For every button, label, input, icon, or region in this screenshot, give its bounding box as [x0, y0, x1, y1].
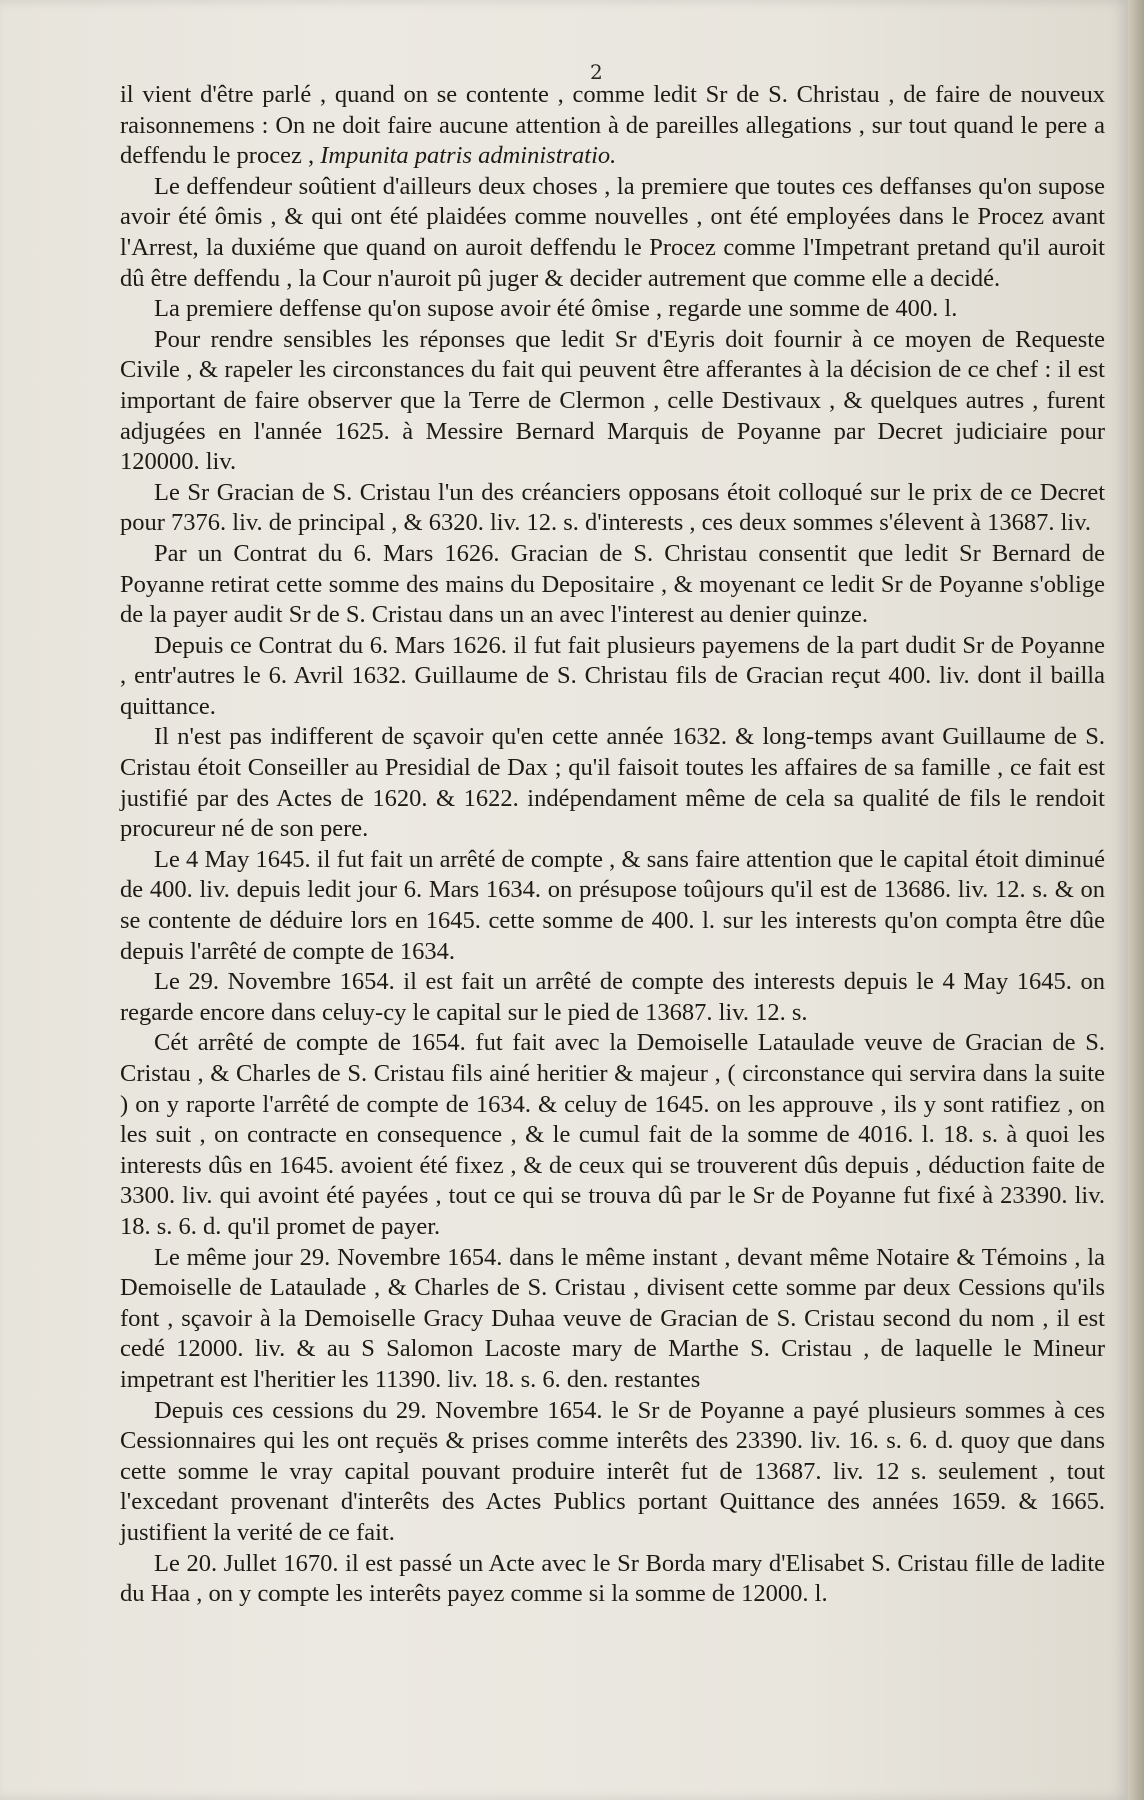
page-edge [1128, 0, 1144, 1800]
paragraph: Le deffendeur soûtient d'ailleurs deux choses , la premiere que toutes ces deffanses qu'on supose avoir été ômis , & qui ont été plaidées comme nouvelles , ont été employées dans le Procez avant l'Arrest, la duxiéme que quand on auroit deffendu le Procez comme l'Impetrant pretand qu'il auroit dû être deffendu , la Cour n'auroit pû juger & decider autrement que comme elle a decidé. [120, 172, 1105, 292]
paragraph: Depuis ce Contrat du 6. Mars 1626. il fut fait plusieurs payemens de la part dudit Sr de Poyanne , entr'autres le 6. Avril 1632. Guillaume de S. Christau fils de Gracian reçut 400. liv. dont il bailla quittance. [120, 631, 1105, 720]
paragraph: Le 20. Jullet 1670. il est passé un Acte avec le Sr Borda mary d'Elisabet S. Cristau fille de ladite du Haa , on y compte les interêts payez comme si la somme de 12000. l. [120, 1549, 1105, 1608]
paragraph: Le 4 May 1645. il fut fait un arrêté de compte , & sans faire attention que le capital étoit diminué de 400. liv. depuis ledit jour 6. Mars 1634. on présupose toûjours qu'il est de 13686. liv. 12. s. & on se contente de déduire lors en 1645. cette somme de 400. l. sur les interests qu'on compta être dûe depuis l'arrêté de compte de 1634. [120, 845, 1105, 965]
paragraph-text: il vient d'être parlé , quand on se contente , comme ledit Sr de S. Christau , de faire de nouveux raisonnemens : On ne doit faire aucune attention à de pareilles allegations , sur tout quand le pere a deffendu le procez , [120, 81, 1105, 170]
document-body [120, 80, 1105, 1610]
paragraph: Pour rendre sensibles les réponses que ledit Sr d'Eyris doit fournir à ce moyen de Requeste Civile , & rapeler les circonstances du fait qui peuvent être afferantes à la décision de ce chef : il est important de faire observer que la Terre de Clermon , celle Destivaux , & quelques autres , furent adjugées en l'année 1625. à Messire Bernard Marquis de Poyanne par Decret judiciaire pour 120000. liv. [120, 325, 1105, 476]
paragraph: Par un Contrat du 6. Mars 1626. Gracian de S. Christau consentit que ledit Sr Bernard de Poyanne retirat cette somme des mains du Depositaire , & moyenant ce ledit Sr de Poyanne s'oblige de la payer audit Sr de S. Cristau dans un an avec l'interest au denier quinze. [120, 539, 1105, 629]
paragraph: Le Sr Gracian de S. Cristau l'un des créanciers opposans étoit colloqué sur le prix de ce Decret pour 7376. liv. de principal , & 6320. liv. 12. s. d'interests , ces deux sommes s'élevent à 13687. liv. [120, 478, 1105, 537]
paragraph: Depuis ces cessions du 29. Novembre 1654. le Sr de Poyanne a payé plusieurs sommes à ces Cessionnaires qui les ont reçuës & prises comme interêts des 23390. liv. 16. s. 6. d. quoy que dans cette somme le vray capital pouvant produire interêt fut de 13687. liv. 12 s. seulement , tout l'excedant provenant d'interêts des Actes Publics portant Quittance des années 1659. & 1665. justifient la verité de ce fait. [120, 1396, 1105, 1546]
page-number: 2 [590, 60, 603, 84]
paragraph: La premiere deffense qu'on supose avoir été ômise , regarde une somme de 400. l. [154, 295, 958, 323]
paragraph: Le 29. Novembre 1654. il est fait un arrêté de compte des interests depuis le 4 May 1645. on regarde encore dans celuy-cy le capital sur le pied de 13687. liv. 12. s. [120, 968, 1105, 1026]
paragraph: Le même jour 29. Novembre 1654. dans le même instant , devant même Notaire & Témoins , la Demoiselle de Lataulade , & Charles de S. Cristau , divisent cette somme par deux Cessions qu'ils font , sçavoir à la Demoiselle Gracy Duhaa veuve de Gracian de S. Cristau second du nom , il est cedé 12000. liv. & au S Salomon Lacoste mary de Marthe S. Cristau , de laquelle le Mineur impetrant est l'heritier les 11390. liv. 18. s. 6. den. restantes [120, 1243, 1105, 1393]
paragraph: Il n'est pas indifferent de sçavoir qu'en cette année 1632. & long-temps avant Guillaume de S. Cristau étoit Conseiller au Presidial de Dax ; qu'il faisoit toutes les affaires de sa famille , ce fait est justifié par des Actes de 1620. & 1622. indépendament même de cela sa qualité de fils le rendoit procureur né de son pere. [120, 723, 1105, 843]
latin-quote: Impunita patris administratio. [320, 142, 617, 170]
paragraph: Cét arrêté de compte de 1654. fut fait avec la Demoiselle Lataulade veuve de Gracian de S. Cristau , & Charles de S. Cristau fils ainé heritier & majeur , ( circonstance qui servira dans la suite ) on y raporte l'arrêté de compte de 1634. & celuy de 1645. on les approuve , ils y sont ratifiez , on les suit , on contracte en consequence , & le cumul fait de la somme de 4016. l. 18. s. à quoi les interests dûs en 1645. avoient été fixez , & de ceux qui se trouverent dûs depuis , déduction faite de 3300. liv. qui avoint été payées , tout ce qui se trouva dû par le Sr de Poyanne fut fixé à 23390. liv. 18. s. 6. d. qu'il promet de payer. [120, 1029, 1105, 1240]
paragraph [120, 80, 1105, 172]
